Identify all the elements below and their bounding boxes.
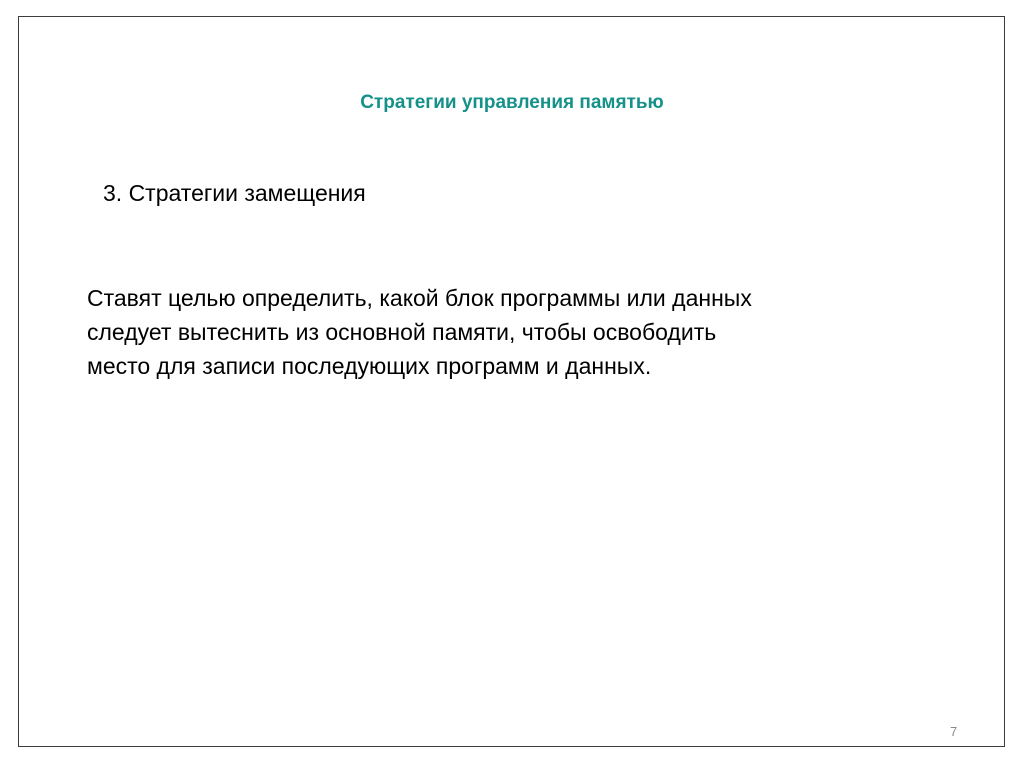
section-heading: 3. Стратегии замещения xyxy=(103,180,366,206)
body-line: Ставят целью определить, какой блок программы или данных xyxy=(87,285,752,311)
body-line: следует вытеснить из основной памяти, чтобы освободить xyxy=(87,319,717,345)
page-number: 7 xyxy=(950,724,958,739)
body-paragraph xyxy=(87,281,947,383)
body-line: место для записи последующих программ и данных. xyxy=(87,353,652,379)
slide-title: Стратегии управления памятью xyxy=(360,92,664,113)
